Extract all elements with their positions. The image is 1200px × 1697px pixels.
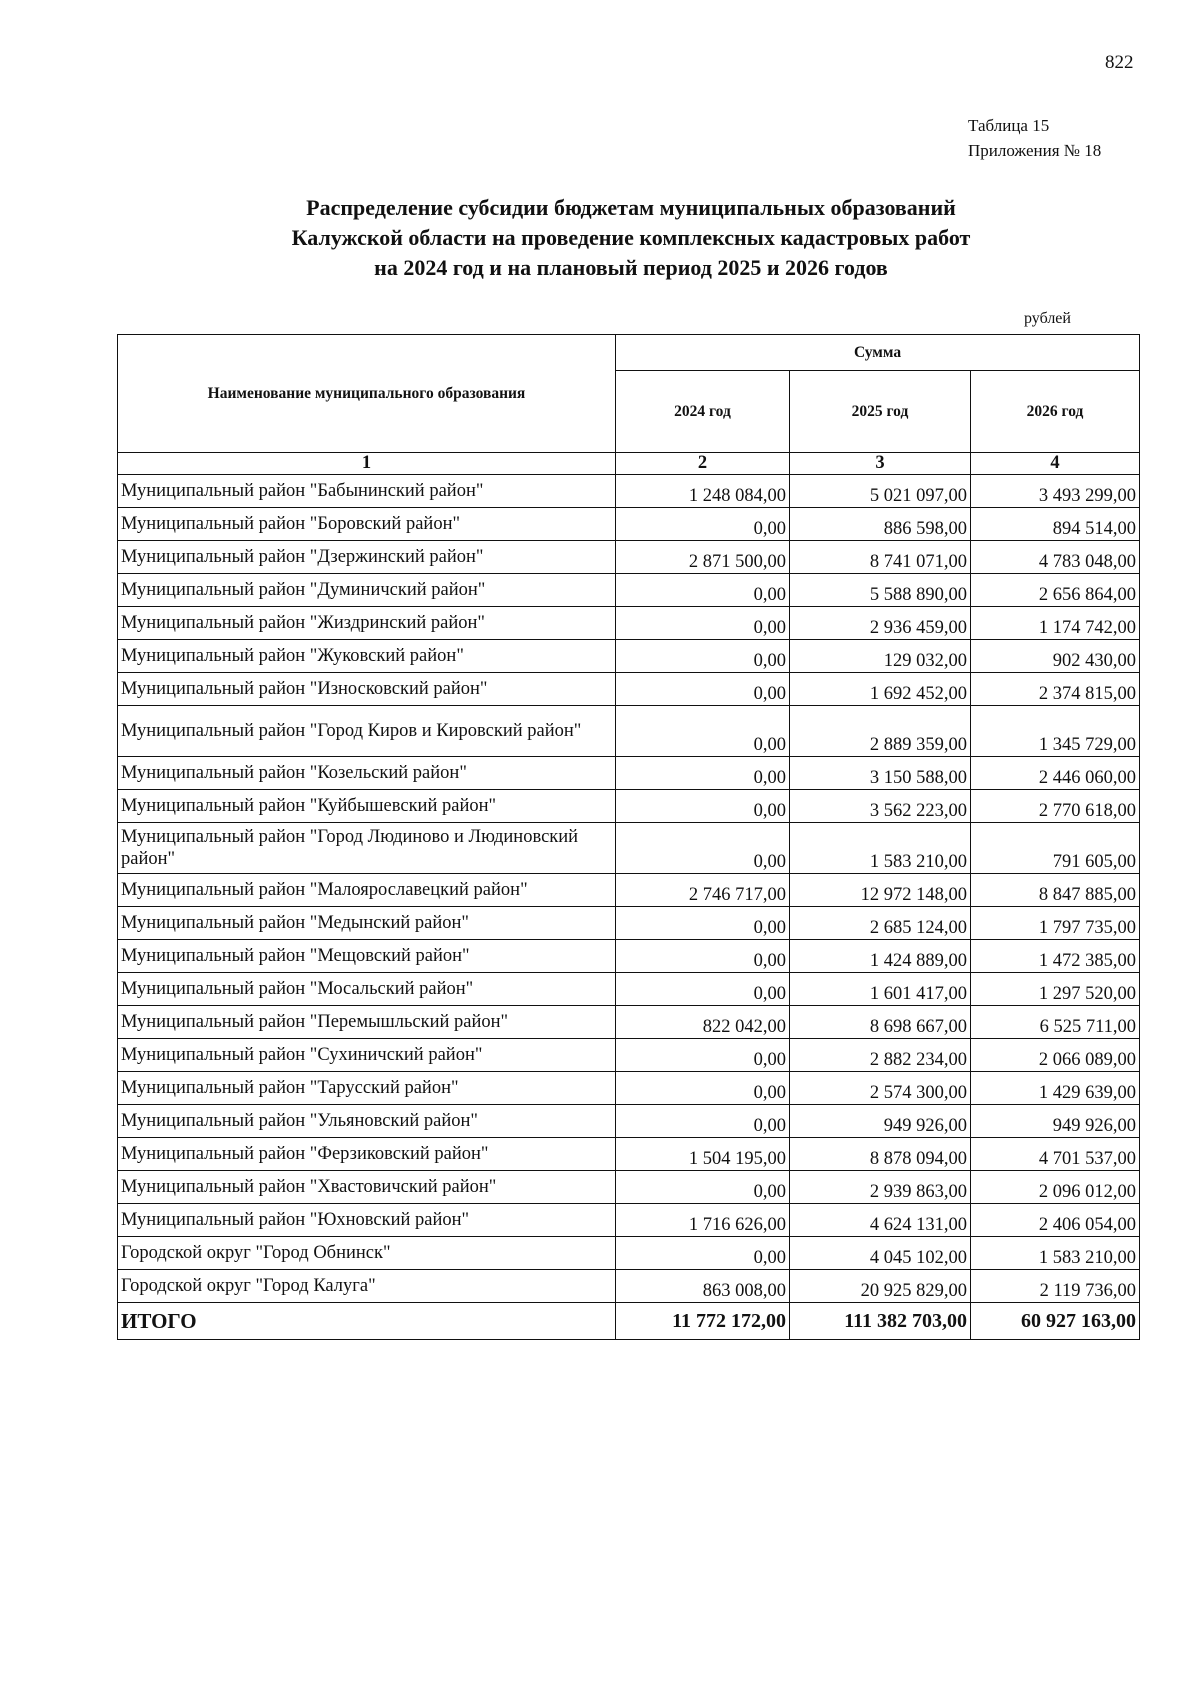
table-row <box>118 1006 1140 1039</box>
table-body <box>118 475 1140 1303</box>
table-row <box>118 790 1140 823</box>
municipality-name: Муниципальный район "Думиничский район" <box>118 574 616 607</box>
table-row <box>118 973 1140 1006</box>
table-reference <box>968 113 1101 163</box>
column-number: 4 <box>971 453 1140 475</box>
table-number: Таблица 15 <box>968 116 1050 135</box>
title-line-3: на 2024 год и на плановый период 2025 и 2026 годов <box>374 255 888 280</box>
table-row <box>118 607 1140 640</box>
appendix-number: Приложения № 18 <box>968 141 1102 160</box>
amount-2024: 0,00 <box>616 640 790 673</box>
table-row <box>118 508 1140 541</box>
amount-2024: 0,00 <box>616 1105 790 1138</box>
municipality-name: Городской округ "Город Калуга" <box>118 1270 616 1303</box>
amount-2026: 2 096 012,00 <box>971 1171 1140 1204</box>
municipality-name: Муниципальный район "Мещовский район" <box>118 940 616 973</box>
total-label: ИТОГО <box>118 1303 616 1340</box>
amount-2024: 0,00 <box>616 673 790 706</box>
amount-2025: 949 926,00 <box>790 1105 971 1138</box>
amount-2024: 1 248 084,00 <box>616 475 790 508</box>
column-number: 3 <box>790 453 971 475</box>
amount-2024: 0,00 <box>616 607 790 640</box>
amount-2026: 1 583 210,00 <box>971 1237 1140 1270</box>
table-row <box>118 706 1140 757</box>
amount-2024: 0,00 <box>616 823 790 874</box>
municipality-name: Муниципальный район "Бабынинский район" <box>118 475 616 508</box>
amount-2025: 1 583 210,00 <box>790 823 971 874</box>
amount-2024: 0,00 <box>616 907 790 940</box>
amount-2026: 1 797 735,00 <box>971 907 1140 940</box>
amount-2026: 6 525 711,00 <box>971 1006 1140 1039</box>
amount-2026: 3 493 299,00 <box>971 475 1140 508</box>
amount-2024: 1 716 626,00 <box>616 1204 790 1237</box>
amount-2025: 4 045 102,00 <box>790 1237 971 1270</box>
amount-2024: 0,00 <box>616 757 790 790</box>
amount-2025: 1 601 417,00 <box>790 973 971 1006</box>
table-row <box>118 475 1140 508</box>
subsidy-table <box>117 334 1140 1340</box>
amount-2025: 12 972 148,00 <box>790 874 971 907</box>
amount-2024: 0,00 <box>616 1039 790 1072</box>
table-row <box>118 1072 1140 1105</box>
municipality-name: Муниципальный район "Перемышльский район" <box>118 1006 616 1039</box>
table-row <box>118 541 1140 574</box>
amount-2026: 1 297 520,00 <box>971 973 1140 1006</box>
title-line-1: Распределение субсидии бюджетам муниципальных образований <box>306 195 956 220</box>
amount-2024: 2 746 717,00 <box>616 874 790 907</box>
amount-2025: 2 882 234,00 <box>790 1039 971 1072</box>
column-number: 2 <box>616 453 790 475</box>
amount-2026: 1 174 742,00 <box>971 607 1140 640</box>
municipality-name: Муниципальный район "Город Людиново и Людиновский район" <box>118 823 616 874</box>
amount-2025: 8 698 667,00 <box>790 1006 971 1039</box>
amount-2024: 1 504 195,00 <box>616 1138 790 1171</box>
table-row <box>118 673 1140 706</box>
municipality-name: Муниципальный район "Козельский район" <box>118 757 616 790</box>
amount-2025: 2 939 863,00 <box>790 1171 971 1204</box>
total-2024: 11 772 172,00 <box>616 1303 790 1340</box>
amount-2024: 0,00 <box>616 790 790 823</box>
municipality-name: Муниципальный район "Дзержинский район" <box>118 541 616 574</box>
amount-2026: 902 430,00 <box>971 640 1140 673</box>
page-number: 822 <box>1105 52 1134 73</box>
amount-2026: 894 514,00 <box>971 508 1140 541</box>
amount-2025: 20 925 829,00 <box>790 1270 971 1303</box>
amount-2025: 4 624 131,00 <box>790 1204 971 1237</box>
amount-2026: 4 783 048,00 <box>971 541 1140 574</box>
units-label: рублей <box>1024 310 1071 327</box>
table-row <box>118 1039 1140 1072</box>
table-row <box>118 640 1140 673</box>
municipality-name: Муниципальный район "Юхновский район" <box>118 1204 616 1237</box>
municipality-name: Муниципальный район "Боровский район" <box>118 508 616 541</box>
amount-2024: 0,00 <box>616 1171 790 1204</box>
amount-2025: 2 685 124,00 <box>790 907 971 940</box>
table-row <box>118 1237 1140 1270</box>
municipality-name: Муниципальный район "Медынский район" <box>118 907 616 940</box>
amount-2025: 5 021 097,00 <box>790 475 971 508</box>
amount-2025: 2 574 300,00 <box>790 1072 971 1105</box>
header-year-2025: 2025 год <box>790 371 971 453</box>
amount-2026: 2 119 736,00 <box>971 1270 1140 1303</box>
amount-2025: 886 598,00 <box>790 508 971 541</box>
total-2026: 60 927 163,00 <box>971 1303 1140 1340</box>
amount-2026: 1 429 639,00 <box>971 1072 1140 1105</box>
municipality-name: Муниципальный район "Жиздринский район" <box>118 607 616 640</box>
amount-2026: 2 656 864,00 <box>971 574 1140 607</box>
amount-2025: 8 741 071,00 <box>790 541 971 574</box>
municipality-name: Муниципальный район "Ферзиковский район" <box>118 1138 616 1171</box>
table-row <box>118 1204 1140 1237</box>
document-title <box>0 193 1200 283</box>
header-sum: Сумма <box>616 335 1140 371</box>
table-row <box>118 1270 1140 1303</box>
amount-2025: 5 588 890,00 <box>790 574 971 607</box>
title-line-2: Калужской области на проведение комплексных кадастровых работ <box>291 225 971 250</box>
amount-2026: 949 926,00 <box>971 1105 1140 1138</box>
amount-2024: 863 008,00 <box>616 1270 790 1303</box>
municipality-name: Муниципальный район "Сухиничский район" <box>118 1039 616 1072</box>
table-row <box>118 574 1140 607</box>
amount-2025: 3 150 588,00 <box>790 757 971 790</box>
amount-2026: 4 701 537,00 <box>971 1138 1140 1171</box>
amount-2025: 2 936 459,00 <box>790 607 971 640</box>
municipality-name: Муниципальный район "Хвастовичский район" <box>118 1171 616 1204</box>
table-row <box>118 874 1140 907</box>
amount-2025: 1 692 452,00 <box>790 673 971 706</box>
amount-2026: 791 605,00 <box>971 823 1140 874</box>
amount-2026: 1 472 385,00 <box>971 940 1140 973</box>
amount-2024: 822 042,00 <box>616 1006 790 1039</box>
municipality-name: Муниципальный район "Тарусский район" <box>118 1072 616 1105</box>
municipality-name: Муниципальный район "Город Киров и Кировский район" <box>118 706 616 757</box>
municipality-name: Муниципальный район "Куйбышевский район" <box>118 790 616 823</box>
table-row <box>118 1171 1140 1204</box>
table-row <box>118 940 1140 973</box>
amount-2024: 0,00 <box>616 940 790 973</box>
table-row <box>118 1105 1140 1138</box>
amount-2026: 2 406 054,00 <box>971 1204 1140 1237</box>
municipality-name: Муниципальный район "Малоярославецкий район" <box>118 874 616 907</box>
amount-2024: 0,00 <box>616 508 790 541</box>
amount-2025: 8 878 094,00 <box>790 1138 971 1171</box>
amount-2025: 2 889 359,00 <box>790 706 971 757</box>
amount-2024: 0,00 <box>616 574 790 607</box>
amount-2026: 1 345 729,00 <box>971 706 1140 757</box>
header-year-2024: 2024 год <box>616 371 790 453</box>
table-row <box>118 823 1140 874</box>
municipality-name: Муниципальный район "Жуковский район" <box>118 640 616 673</box>
amount-2024: 0,00 <box>616 973 790 1006</box>
amount-2024: 0,00 <box>616 1237 790 1270</box>
amount-2025: 1 424 889,00 <box>790 940 971 973</box>
amount-2024: 2 871 500,00 <box>616 541 790 574</box>
municipality-name: Муниципальный район "Мосальский район" <box>118 973 616 1006</box>
column-number: 1 <box>118 453 616 475</box>
column-numbers-row <box>118 453 1140 475</box>
municipality-name: Городской округ "Город Обнинск" <box>118 1237 616 1270</box>
table-row <box>118 1138 1140 1171</box>
total-2025: 111 382 703,00 <box>790 1303 971 1340</box>
header-name: Наименование муниципального образования <box>118 335 616 453</box>
total-row <box>118 1303 1140 1340</box>
amount-2026: 2 446 060,00 <box>971 757 1140 790</box>
amount-2026: 2 770 618,00 <box>971 790 1140 823</box>
amount-2024: 0,00 <box>616 1072 790 1105</box>
table-row <box>118 757 1140 790</box>
municipality-name: Муниципальный район "Ульяновский район" <box>118 1105 616 1138</box>
header-year-2026: 2026 год <box>971 371 1140 453</box>
municipality-name: Муниципальный район "Износковский район" <box>118 673 616 706</box>
table-row <box>118 907 1140 940</box>
amount-2025: 129 032,00 <box>790 640 971 673</box>
amount-2025: 3 562 223,00 <box>790 790 971 823</box>
amount-2024: 0,00 <box>616 706 790 757</box>
amount-2026: 2 374 815,00 <box>971 673 1140 706</box>
amount-2026: 8 847 885,00 <box>971 874 1140 907</box>
amount-2026: 2 066 089,00 <box>971 1039 1140 1072</box>
